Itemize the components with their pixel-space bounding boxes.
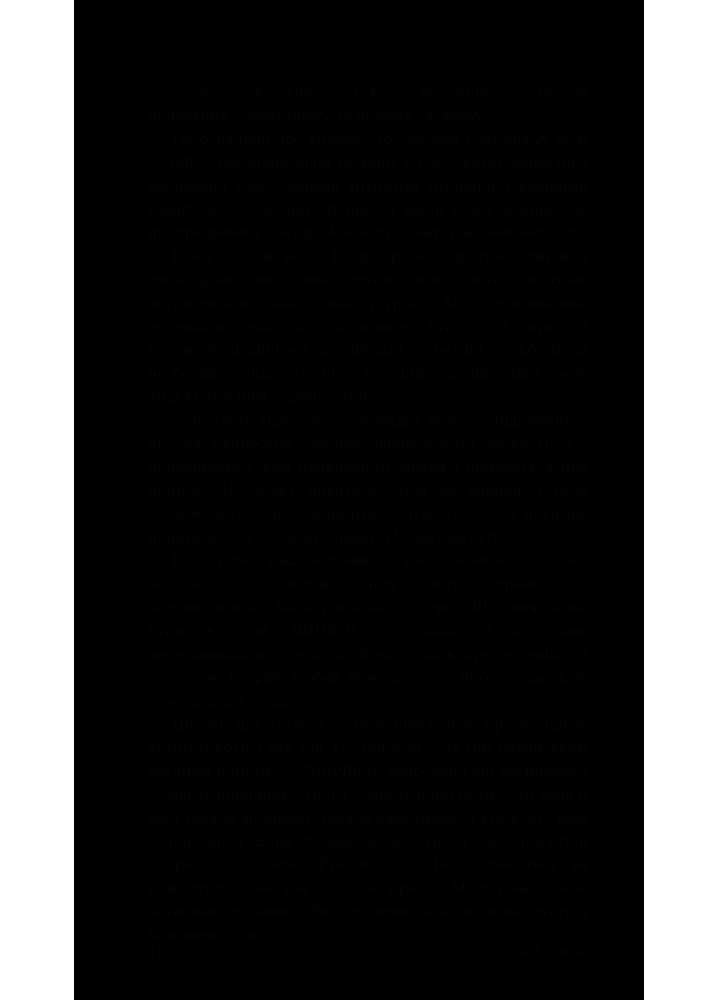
book-text-body [148,82,588,948]
paragraph-6: Цікаво, що сталося з тією блискучою організацією, агентом котрої був той, із стилетом — із тим радянським органом помсти — СМЕРШем, скорочено від російського «Смерть шпионам», тобто «смерть шпигунам»! Чи вона й далі така ж впливова, така ж ефективна? І хто керує нею тепер, коли Берії більше нема? Після тієї пам'ятної операції в казино Руаяль-лез-О Бонд поклявся їм помститися. Він так і сказав про це М. під час їхньої останньої розмови. Чи не виявиться ця нова зустріч бажаним даля [148,716,588,944]
paragraph-5: Руку йому таки відновили, вона загоювала — без болісно, але повільно. Ледь помітні шрами, що залишилися на місці російської літери «Ш» (початкова буква в слові «ШПИОН» — «шпигун»), поступово зарубцювалися, але коли Бонд згадав про чоловіка зі стилетом, котрий зробив йому це, рука його за звичкою стискалася в кулака. [148,553,588,710]
paragraph-3: Поки ж він вела Гайд-парком під тихе шипіння двоколірної вихлопної труби свого авта, відчував збудження від майбутньої зустрічі з М. — дивовижним чоловіком, який на той момент був (та й зараз є) головною людиною в англійській секретній службі. Бонд не бачив з кінця літа його холодних, пронизливих очей. Тоді М. був ним задоволений. [148,248,588,406]
page-number: 18 [148,946,165,961]
paragraph-1: — А — як «Анна» та К — як «Кері», — сказав начальник секретаріату та повісив слухавку. [148,85,588,125]
paragraph-2: Це означало, що справа стосувалася секторів А та К — тобто тих підрозділів таємних служб, котрі займалися відповідно Сполученими Штатами Америки і країнами Карибського басейну. В період війни Бонд певний час пропрацював у секторі А, але про сектор К знав мало що. [148,131,588,242]
paragraph-4: — Візьміть відпустку, — порадив йому. — Відпочиньте як слід. І виростіть собі нову шкіру ось тут, на кисті. «Q» порекомендує вам найкращого лікаря і домовиться про прийом. Не можу дивитися, пріб ви ходили з цією бісовою міткою росіян на руці. Одужуйте — а я поки що підшукаю для вас нову справу. Нехай щастить! [148,412,588,546]
running-author: Ієн Флемінг [506,946,588,961]
